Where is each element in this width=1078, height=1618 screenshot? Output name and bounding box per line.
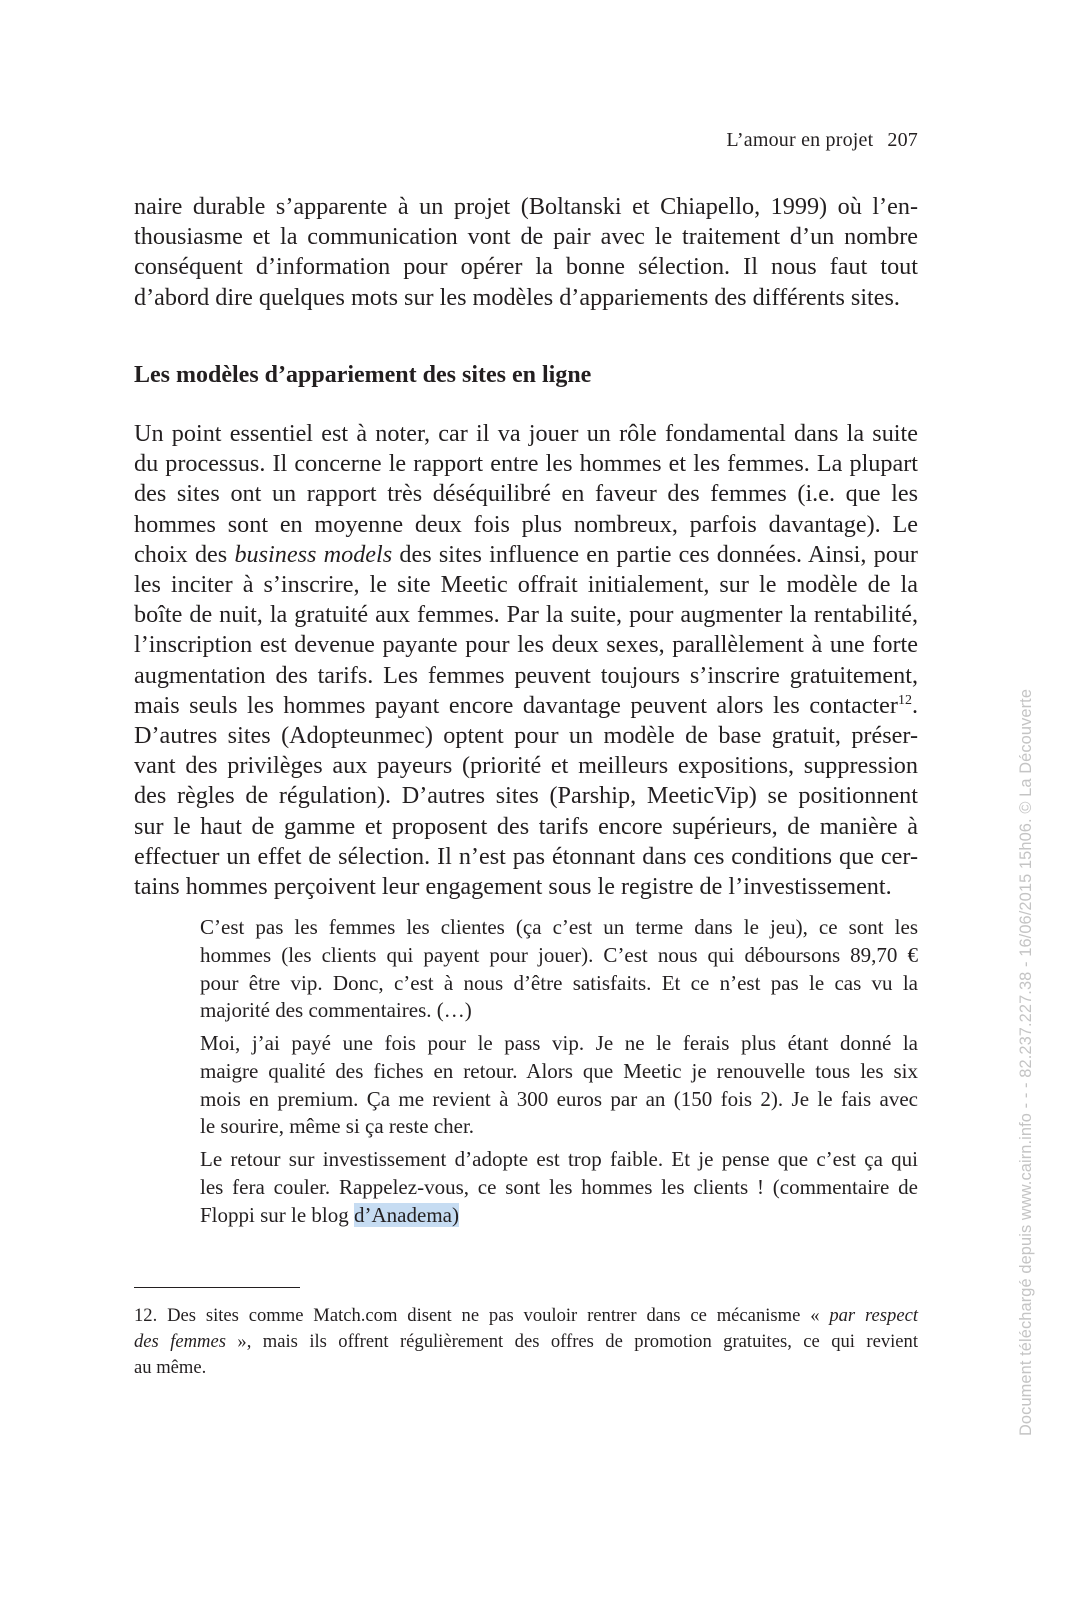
text-line: vant des privilèges aux payeurs (priorité et meilleurs expositions, suppression	[134, 752, 918, 780]
text-line: l’inscription est devenue payante pour les deux sexes, parallèlement à une forte	[134, 631, 918, 659]
text-line: naire durable s’apparente à un projet (Boltanski et Chiapello, 1999) où l’en-	[134, 193, 918, 220]
block-quote-3	[200, 1146, 918, 1229]
quote-line: hommes (les clients qui payent pour jouer). C’est nous qui déboursons 89,70 €	[200, 942, 918, 967]
text-line: hommes sont en moyenne deux fois plus nombreux, parfois davantage). Le	[134, 510, 918, 538]
footnote-divider	[134, 1287, 300, 1288]
quote-line: majorité des commentaires. (…)	[200, 998, 472, 1023]
text-line: des règles de régulation). D’autres sites (Parship, MeeticVip) se positionnent	[134, 782, 918, 810]
text-line: d’abord dire quelques mots sur les modèles d’appariements des différents sites.	[134, 283, 900, 311]
italic-quote: par respect	[829, 1305, 918, 1326]
quote-line: Le retour sur investissement d’adopte est trop faible. Et je pense que c’est ça qui	[200, 1147, 918, 1171]
running-head	[726, 129, 918, 152]
text-line: les inciter à s’inscrire, le site Meetic offrait initialement, sur le modèle de la	[134, 571, 918, 599]
text-line: sur le haut de gamme et proposent des tarifs encore supérieurs, de manière à	[134, 812, 918, 840]
text-line: thousiasme et la communication vont de pair avec le traitement d’un nombre	[134, 223, 918, 251]
text-segment: des sites influence en partie ces données. Ainsi, pour	[392, 540, 918, 568]
text-line: boîte de nuit, la gratuité aux femmes. Par la suite, pour augmenter la rentabilité,	[134, 601, 918, 629]
text-line: conséquent d’information pour opérer la bonne sélection. Il nous faut tout	[134, 253, 918, 281]
page-number: 207	[887, 129, 918, 151]
text-line: Un point essentiel est à noter, car il va jouer un rôle fondamental dans la suite	[134, 420, 918, 447]
selected-text-highlight[interactable]: d’Anadema)	[354, 1202, 459, 1227]
quote-line: maigre qualité des fiches en retour. Alors que Meetic je renouvelle tous les six	[200, 1058, 918, 1083]
paragraph-main	[134, 419, 918, 902]
download-watermark: Document téléchargé depuis www.cairn.info - - - 82.237.227.38 - 16/06/2015 15h06. © La Découverte	[1017, 688, 1035, 1436]
text-segment: choix des	[134, 540, 235, 568]
italic-term: business models	[234, 540, 393, 568]
text-segment: Floppi sur le blog	[200, 1202, 355, 1227]
text-segment: .	[911, 691, 918, 719]
footnote-line: au même.	[134, 1357, 207, 1378]
text-line: tains hommes perçoivent leur engagement sous le registre de l’investissement.	[134, 873, 892, 901]
quote-line: le sourire, même si ça reste cher.	[200, 1114, 475, 1139]
text-line	[134, 691, 918, 721]
quote-line: pour être vip. Donc, c’est à nous d’être satisfaits. Et ce n’est pas le cas vu la	[200, 970, 918, 995]
quote-line: les fera couler. Rappelez-vous, ce sont les hommes les clients ! (commentaire de	[200, 1174, 918, 1199]
running-head-title: L’amour en projet	[726, 129, 874, 151]
footnote-line	[134, 1303, 918, 1329]
text-line: des sites ont un rapport très déséquilibré en faveur des femmes (i.e. que les	[134, 480, 918, 508]
paragraph-continuation	[134, 192, 918, 313]
italic-quote: des femmes	[134, 1331, 226, 1352]
footnote-reference[interactable]: 12	[897, 692, 912, 708]
block-quote-2	[200, 1030, 918, 1141]
text-line: du processus. Il concerne le rapport entre les hommes et les femmes. La plupart	[134, 450, 918, 478]
quote-line	[200, 1202, 918, 1230]
text-segment: », mais ils offrent régulièrement des offres de promotion gratuites, ce qui revient	[225, 1331, 919, 1352]
section-heading: Les modèles d’appariement des sites en ligne	[134, 362, 592, 388]
text-line	[134, 540, 918, 570]
footnote-12	[134, 1303, 918, 1381]
quote-line: Moi, j’ai payé une fois pour le pass vip. Je ne le ferais plus étant donné la	[200, 1031, 918, 1055]
text-segment: 12. Des sites comme Match.com disent ne pas vouloir rentrer dans ce mécanisme «	[134, 1305, 830, 1326]
block-quote-1	[200, 914, 918, 1025]
text-line: augmentation des tarifs. Les femmes peuvent toujours s’inscrire gratuitement,	[134, 661, 918, 689]
text-line: effectuer un effet de sélection. Il n’est pas étonnant dans ces conditions que cer-	[134, 842, 918, 870]
footnote-line	[134, 1329, 918, 1355]
text-line: D’autres sites (Adopteunmec) optent pour un modèle de base gratuit, préser-	[134, 722, 918, 750]
quote-line: C’est pas les femmes les clientes (ça c’est un terme dans le jeu), ce sont les	[200, 915, 918, 939]
text-segment: mais seuls les hommes payant encore davantage peuvent alors les contacter	[134, 691, 898, 719]
quote-line: mois en premium. Ça me revient à 300 euros par an (150 fois 2). Je le fais avec	[200, 1086, 918, 1111]
